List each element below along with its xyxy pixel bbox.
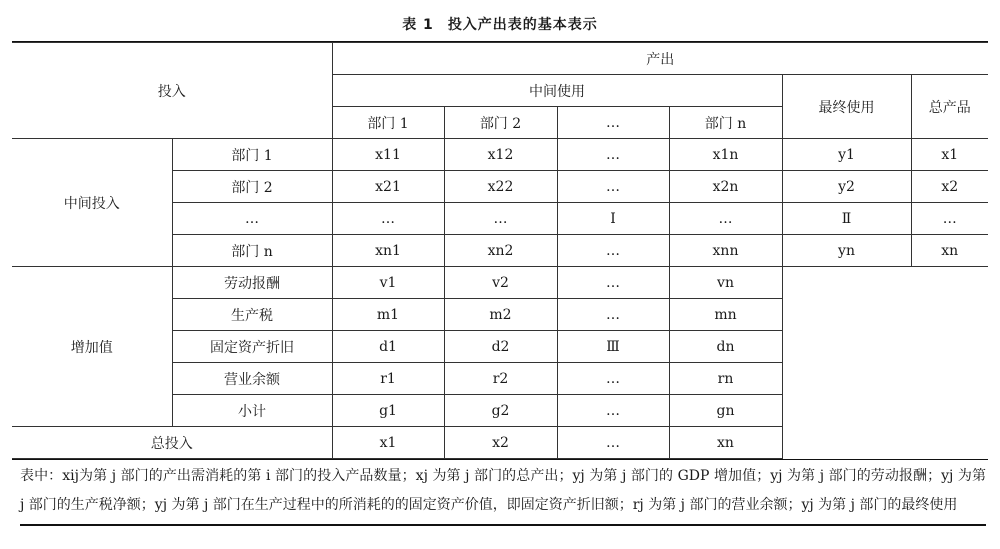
cell: v1 [332, 267, 444, 299]
table-title [0, 14, 1000, 34]
section-intermediate-input: 中间投入 [12, 139, 172, 267]
header-output: 产出 [332, 43, 988, 75]
cell: … [557, 267, 669, 299]
section-value-added: 增加值 [12, 267, 172, 427]
row-label: 劳动报酬 [172, 267, 332, 299]
row-label: … [172, 203, 332, 235]
cell: m2 [444, 299, 557, 331]
cell: d2 [444, 331, 557, 363]
row-total-input: 总投入 [12, 427, 332, 459]
cell-final: y1 [782, 139, 911, 171]
cell: d1 [332, 331, 444, 363]
table-number: 表 1 [402, 17, 434, 33]
cell: x21 [332, 171, 444, 203]
cell: … [557, 395, 669, 427]
header-dept-2: 部门 2 [444, 107, 557, 139]
row-label: 部门 1 [172, 139, 332, 171]
row-label: 部门 n [172, 235, 332, 267]
header-dept-1: 部门 1 [332, 107, 444, 139]
cell-final: y2 [782, 171, 911, 203]
table-title-text: 投入产出表的基本表示 [447, 17, 598, 33]
cell: gn [669, 395, 782, 427]
cell: v2 [444, 267, 557, 299]
cell: g2 [444, 395, 557, 427]
header-input: 投入 [12, 43, 332, 139]
cell: x1 [332, 427, 444, 459]
cell: rn [669, 363, 782, 395]
header-total-product: 总产品 [911, 75, 988, 139]
header-final-use: 最终使用 [782, 75, 911, 139]
cell: x2 [444, 427, 557, 459]
quadrant-3-marker: Ⅲ [557, 331, 669, 363]
cell-total: xn [911, 235, 988, 267]
row-label: 生产税 [172, 299, 332, 331]
cell: … [557, 363, 669, 395]
cell-final: yn [782, 235, 911, 267]
cell: … [557, 139, 669, 171]
quadrant-2-marker: Ⅱ [782, 203, 911, 235]
cell: x12 [444, 139, 557, 171]
table-note: 表中：xij为第 j 部门的产出需消耗的第 i 部门的投入产品数量；xj 为第 j 部门的总产出；yj 为第 j 部门的 GDP 增加值；yj 为第 j 部门的劳动报酬；yj 为第 j 部门的生产税净额；yj 为第 j 部门在生产过程中的所消耗的的固定资产价值，即固定资产折旧额；rj 为第 j 部门的营业余额；yj 为第 j 部门的最终使用 [20, 462, 986, 526]
cell-total: … [911, 203, 988, 235]
cell: mn [669, 299, 782, 331]
cell: m1 [332, 299, 444, 331]
row-label: 固定资产折旧 [172, 331, 332, 363]
cell: x11 [332, 139, 444, 171]
cell-total: x1 [911, 139, 988, 171]
empty-quadrant [782, 267, 988, 459]
cell: … [557, 171, 669, 203]
cell: xnn [669, 235, 782, 267]
cell: … [444, 203, 557, 235]
cell: … [557, 299, 669, 331]
cell: … [669, 203, 782, 235]
bottom-rule [12, 459, 988, 460]
cell: r1 [332, 363, 444, 395]
quadrant-1-marker: Ⅰ [557, 203, 669, 235]
cell: xn2 [444, 235, 557, 267]
cell: … [332, 203, 444, 235]
cell-total: x2 [911, 171, 988, 203]
header-dept-n: 部门 n [669, 107, 782, 139]
row-label: 小计 [172, 395, 332, 427]
cell: xn1 [332, 235, 444, 267]
cell: x1n [669, 139, 782, 171]
cell: … [557, 427, 669, 459]
row-label: 部门 2 [172, 171, 332, 203]
cell: x22 [444, 171, 557, 203]
row-label: 营业余额 [172, 363, 332, 395]
cell: … [557, 235, 669, 267]
cell: vn [669, 267, 782, 299]
cell: dn [669, 331, 782, 363]
cell: r2 [444, 363, 557, 395]
cell: g1 [332, 395, 444, 427]
input-output-table [12, 42, 988, 459]
header-ellipsis: … [557, 107, 669, 139]
cell: x2n [669, 171, 782, 203]
cell: xn [669, 427, 782, 459]
header-intermediate-use: 中间使用 [332, 75, 782, 107]
